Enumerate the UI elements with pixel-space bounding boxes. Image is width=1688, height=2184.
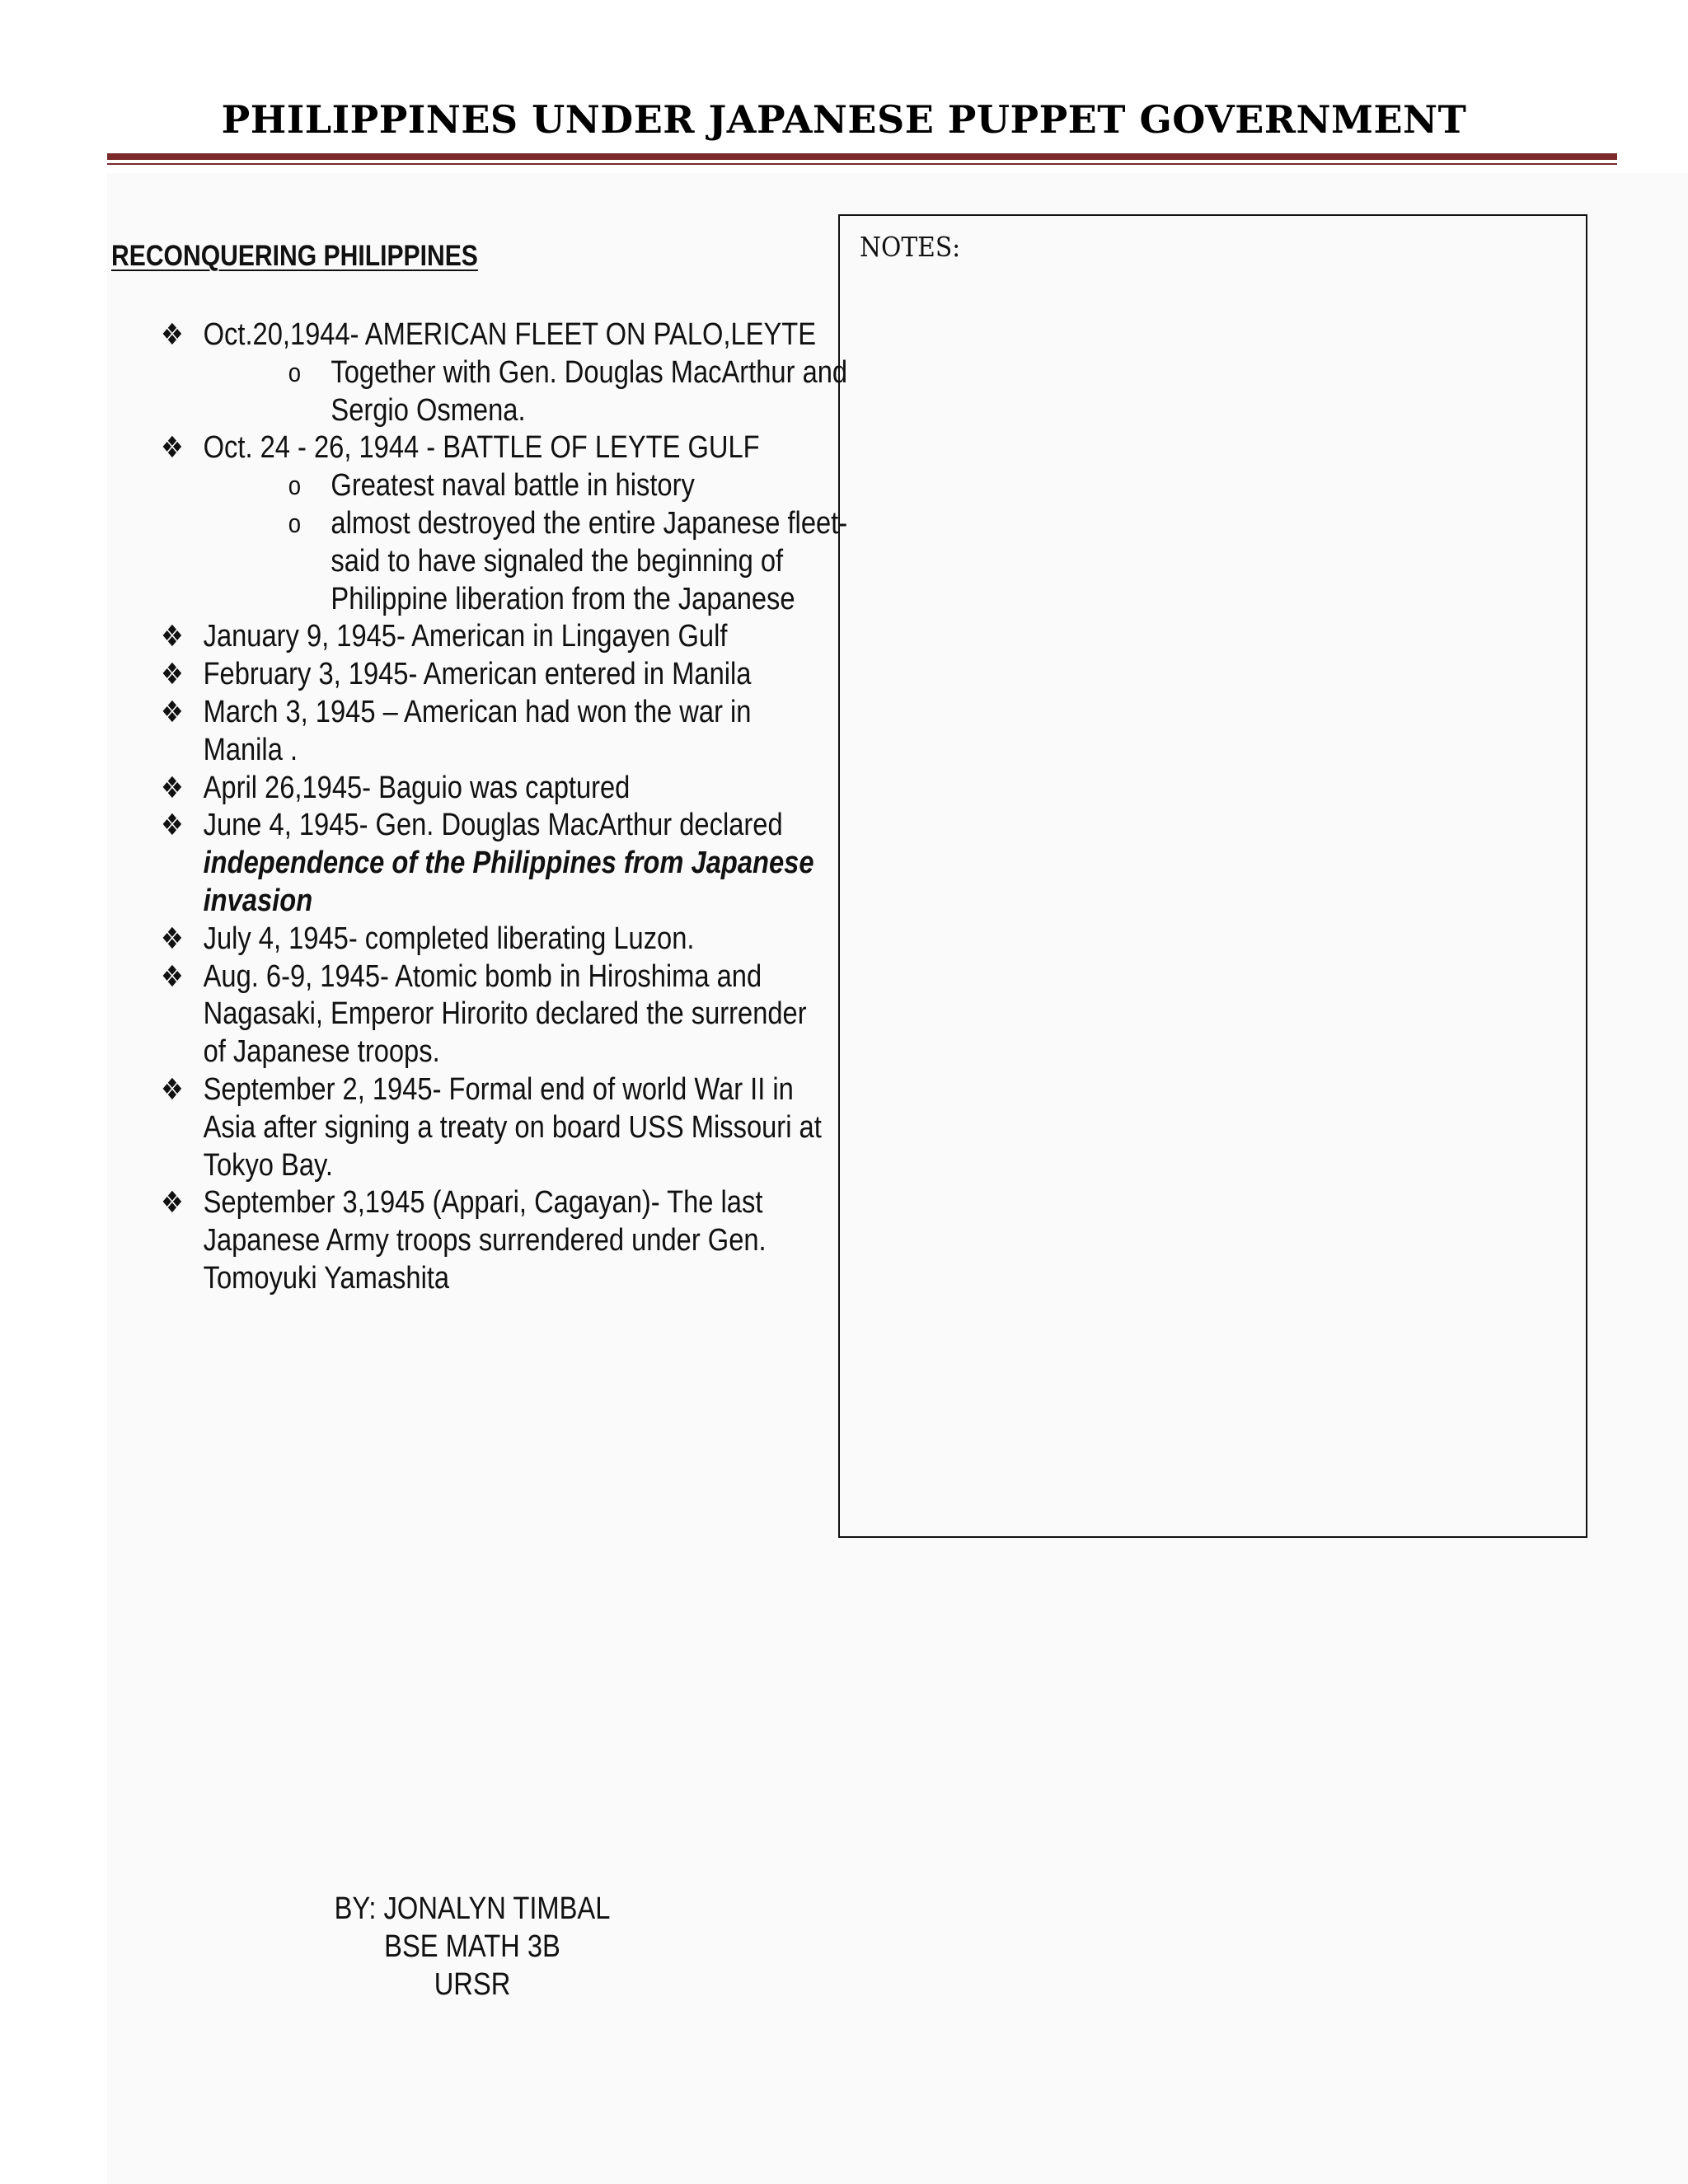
timeline-item bbox=[161, 921, 799, 958]
timeline-line: Oct. 24 - 26, 1944 - BATTLE OF LEYTE GULF bbox=[203, 430, 760, 466]
emphasis-line: independence of the Philippines from Japanese bbox=[203, 846, 814, 881]
timeline-item bbox=[161, 958, 807, 1071]
timeline-line: Japanese Army troops surrendered under Gen. bbox=[203, 1223, 767, 1258]
timeline-line: Oct.20,1944- AMERICAN FLEET ON PALO,LEYTE bbox=[203, 317, 817, 352]
diamond-bullet-icon: ❖ bbox=[161, 658, 184, 692]
circle-bullet-icon: o bbox=[288, 471, 302, 501]
byline bbox=[331, 1891, 614, 2004]
diamond-bullet-icon: ❖ bbox=[161, 959, 184, 994]
sub-item bbox=[204, 505, 848, 618]
timeline-line: March 3, 1945 – American had won the war in bbox=[203, 694, 752, 729]
diamond-bullet-icon: ❖ bbox=[161, 620, 184, 654]
notes-label: NOTES: bbox=[860, 231, 961, 263]
sub-line: Together with Gen. Douglas MacArthur and bbox=[331, 354, 848, 390]
section-heading: RECONQUERING PHILIPPINES bbox=[111, 240, 478, 272]
diamond-bullet-icon: ❖ bbox=[161, 1186, 184, 1221]
sub-line: almost destroyed the entire Japanese fleet- bbox=[331, 505, 848, 541]
timeline-line: September 2, 1945- Formal end of world War II in bbox=[203, 1071, 794, 1107]
circle-bullet-icon: o bbox=[288, 357, 302, 387]
circle-bullet-icon: o bbox=[288, 508, 302, 538]
title-rule-thick bbox=[107, 153, 1617, 160]
timeline-line: Manila . bbox=[203, 732, 298, 767]
diamond-bullet-icon: ❖ bbox=[161, 771, 184, 805]
emphasis-line: invasion bbox=[203, 883, 313, 918]
timeline-line: January 9, 1945- American in Lingayen Gulf bbox=[203, 619, 728, 654]
timeline-item bbox=[161, 694, 799, 770]
timeline-item bbox=[161, 316, 848, 429]
timeline-item bbox=[161, 429, 848, 618]
page-title: PHILIPPINES UNDER JAPANESE PUPPET GOVERNMENT bbox=[221, 97, 1467, 142]
timeline-list bbox=[161, 316, 848, 1298]
timeline-item bbox=[161, 1071, 822, 1184]
sub-list bbox=[204, 354, 848, 430]
sub-line: Sergio Osmena. bbox=[331, 392, 526, 428]
notes-box bbox=[838, 214, 1587, 1538]
timeline-line: September 3,1945 (Appari, Cagayan)- The last bbox=[203, 1185, 763, 1221]
sub-item bbox=[204, 354, 848, 430]
sub-line: Philippine liberation from the Japanese bbox=[331, 581, 795, 616]
diamond-bullet-icon: ❖ bbox=[161, 1072, 184, 1107]
timeline-item bbox=[161, 1184, 799, 1297]
timeline-line: Tokyo Bay. bbox=[203, 1147, 334, 1183]
diamond-bullet-icon: ❖ bbox=[161, 921, 184, 956]
timeline-item bbox=[161, 807, 814, 920]
byline-course: BSE MATH 3B bbox=[384, 1929, 560, 1964]
timeline-line: Aug. 6-9, 1945- Atomic bomb in Hiroshima and bbox=[203, 958, 762, 994]
timeline-line: June 4, 1945- Gen. Douglas MacArthur declared bbox=[203, 808, 783, 843]
byline-school: URSR bbox=[434, 1966, 511, 2002]
diamond-bullet-icon: ❖ bbox=[161, 431, 184, 466]
timeline-line: April 26,1945- Baguio was captured bbox=[203, 770, 631, 805]
title-rule-thin bbox=[107, 163, 1617, 165]
sub-list bbox=[204, 467, 848, 618]
diamond-bullet-icon: ❖ bbox=[161, 808, 184, 843]
timeline-item bbox=[161, 656, 799, 694]
timeline-line: Nagasaki, Emperor Hirorito declared the surrender bbox=[203, 996, 807, 1032]
timeline-line: of Japanese troops. bbox=[203, 1034, 440, 1070]
sub-item bbox=[204, 467, 799, 505]
diamond-bullet-icon: ❖ bbox=[161, 318, 184, 352]
timeline-line: February 3, 1945- American entered in Manila bbox=[203, 657, 752, 692]
sub-line: said to have signaled the beginning of bbox=[331, 543, 784, 579]
timeline-item bbox=[161, 618, 799, 656]
byline-author: BY: JONALYN TIMBAL bbox=[334, 1891, 611, 1926]
sub-line: Greatest naval battle in history bbox=[331, 468, 695, 504]
timeline-line: Asia after signing a treaty on board USS Missouri at bbox=[203, 1109, 822, 1145]
timeline-item bbox=[161, 770, 799, 808]
diamond-bullet-icon: ❖ bbox=[161, 695, 184, 729]
timeline-line: July 4, 1945- completed liberating Luzon. bbox=[203, 921, 695, 956]
timeline-line: Tomoyuki Yamashita bbox=[203, 1260, 450, 1296]
